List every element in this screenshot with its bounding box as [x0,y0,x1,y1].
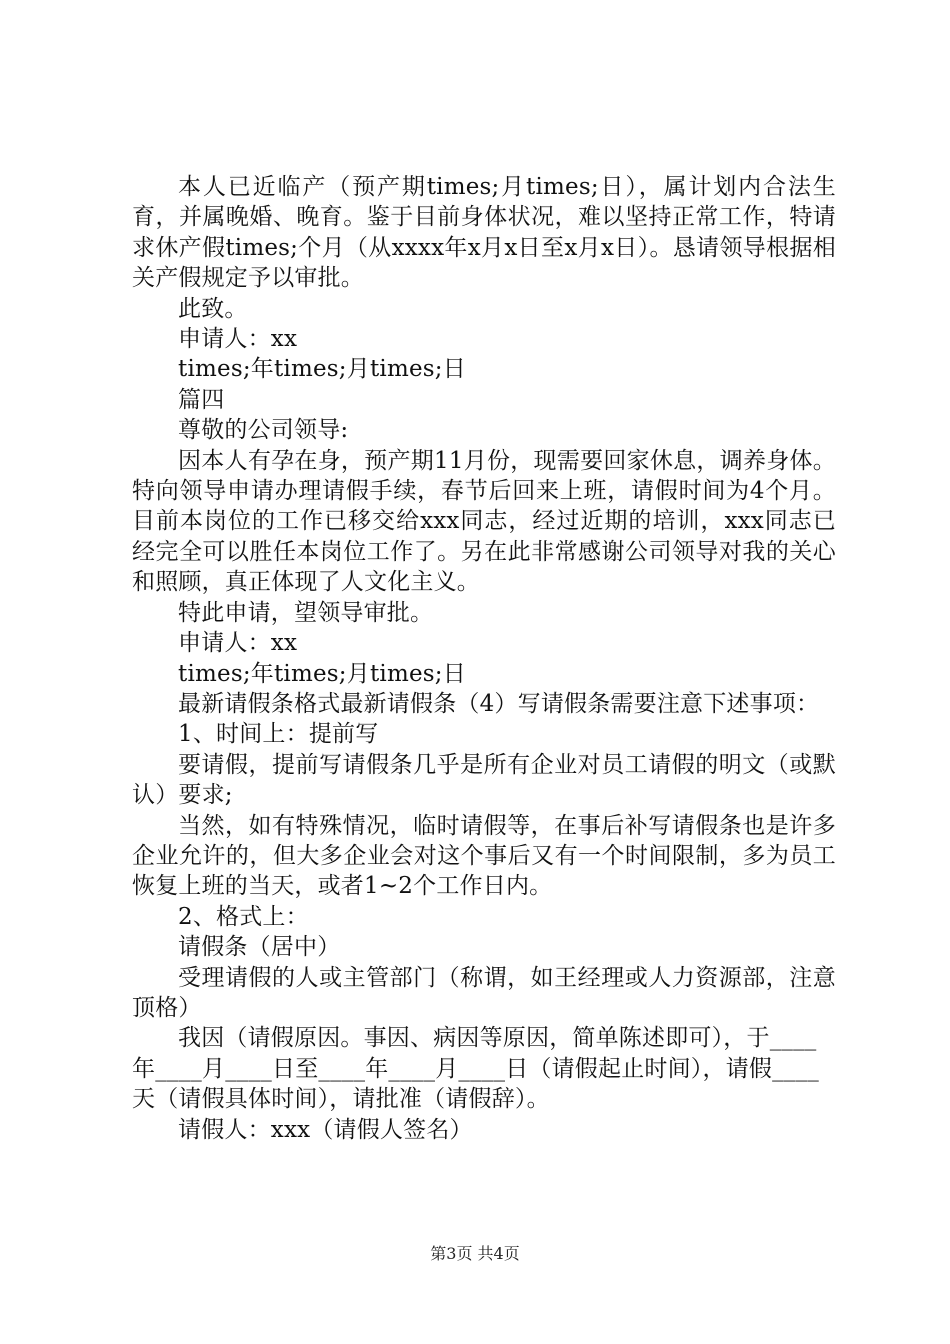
paragraph-format-body: 我因（请假原因。事因、病因等原因，简单陈述即可），于____年____月____日至____年____月____日（请假起止时间），请假____天（请假具体时间），请批准（请假辞）。 [132,1025,819,1113]
paragraph-time-heading: 1、时间上：提前写 [178,721,379,748]
paragraph-greeting: 尊敬的公司领导: [178,417,349,444]
paragraph-format-signature: 请假人：xxx（请假人签名） [178,1116,473,1143]
paragraph-format-title: 请假条（居中） [178,934,341,961]
paragraph-date: times;年times;月times;日 [178,356,466,383]
paragraph-applicant: 申请人：xx [178,326,298,353]
paragraph-salutation-close: 此致。 [178,295,248,322]
paragraph-date: times;年times;月times;日 [178,660,466,687]
paragraph-time-special: 当然，如有特殊情况，临时请假等，在事后补写请假条也是许多企业允许的，但大多企业会对这个事后又有一个时间限制，多为员工恢复上班的当天，或者1~2个工作日内。 [132,812,836,900]
paragraph-format-recipient: 受理请假的人或主管部门（称谓，如王经理或人力资源部，注意顶格） [132,964,836,1021]
paragraph-time-advance: 要请假，提前写请假条几乎是所有企业对员工请假的明文（或默认）要求; [132,751,836,809]
paragraph-pregnancy-leave: 因本人有孕在身，预产期11月份，现需要回家休息，调养身体。特向领导申请办理请假手续，春节后回来上班，请假时间为4个月。目前本岗位的工作已移交给xxx同志，经过近期的培训，xxx同志已经完全可以胜任本岗位工作了。另在此非常感谢公司领导对我的关心和照顾，真正体现了人文化主义。 [132,447,836,596]
paragraph-request-approval: 特此申请，望领导审批。 [178,599,434,626]
paragraph-format-heading: 2、格式上： [178,903,309,930]
paragraph-maternity-request: 本人已近临产（预产期times;月times;日），属计划内合法生育，并属晚婚、晚育。鉴于目前身体状况，难以坚持正常工作，特请求休产假times;个月（从xxxx年x月x日至x月x日）。恳请领导根据相关产假规定予以审批。 [132,174,836,292]
section-heading: 篇四 [178,386,225,413]
paragraph-leave-note-intro: 最新请假条格式最新请假条（4）写请假条需要注意下述事项： [178,690,820,717]
page-footer: 第3页 共4页 [430,1244,520,1263]
document-body [132,172,836,1145]
paragraph-applicant: 申请人：xx [178,630,298,657]
